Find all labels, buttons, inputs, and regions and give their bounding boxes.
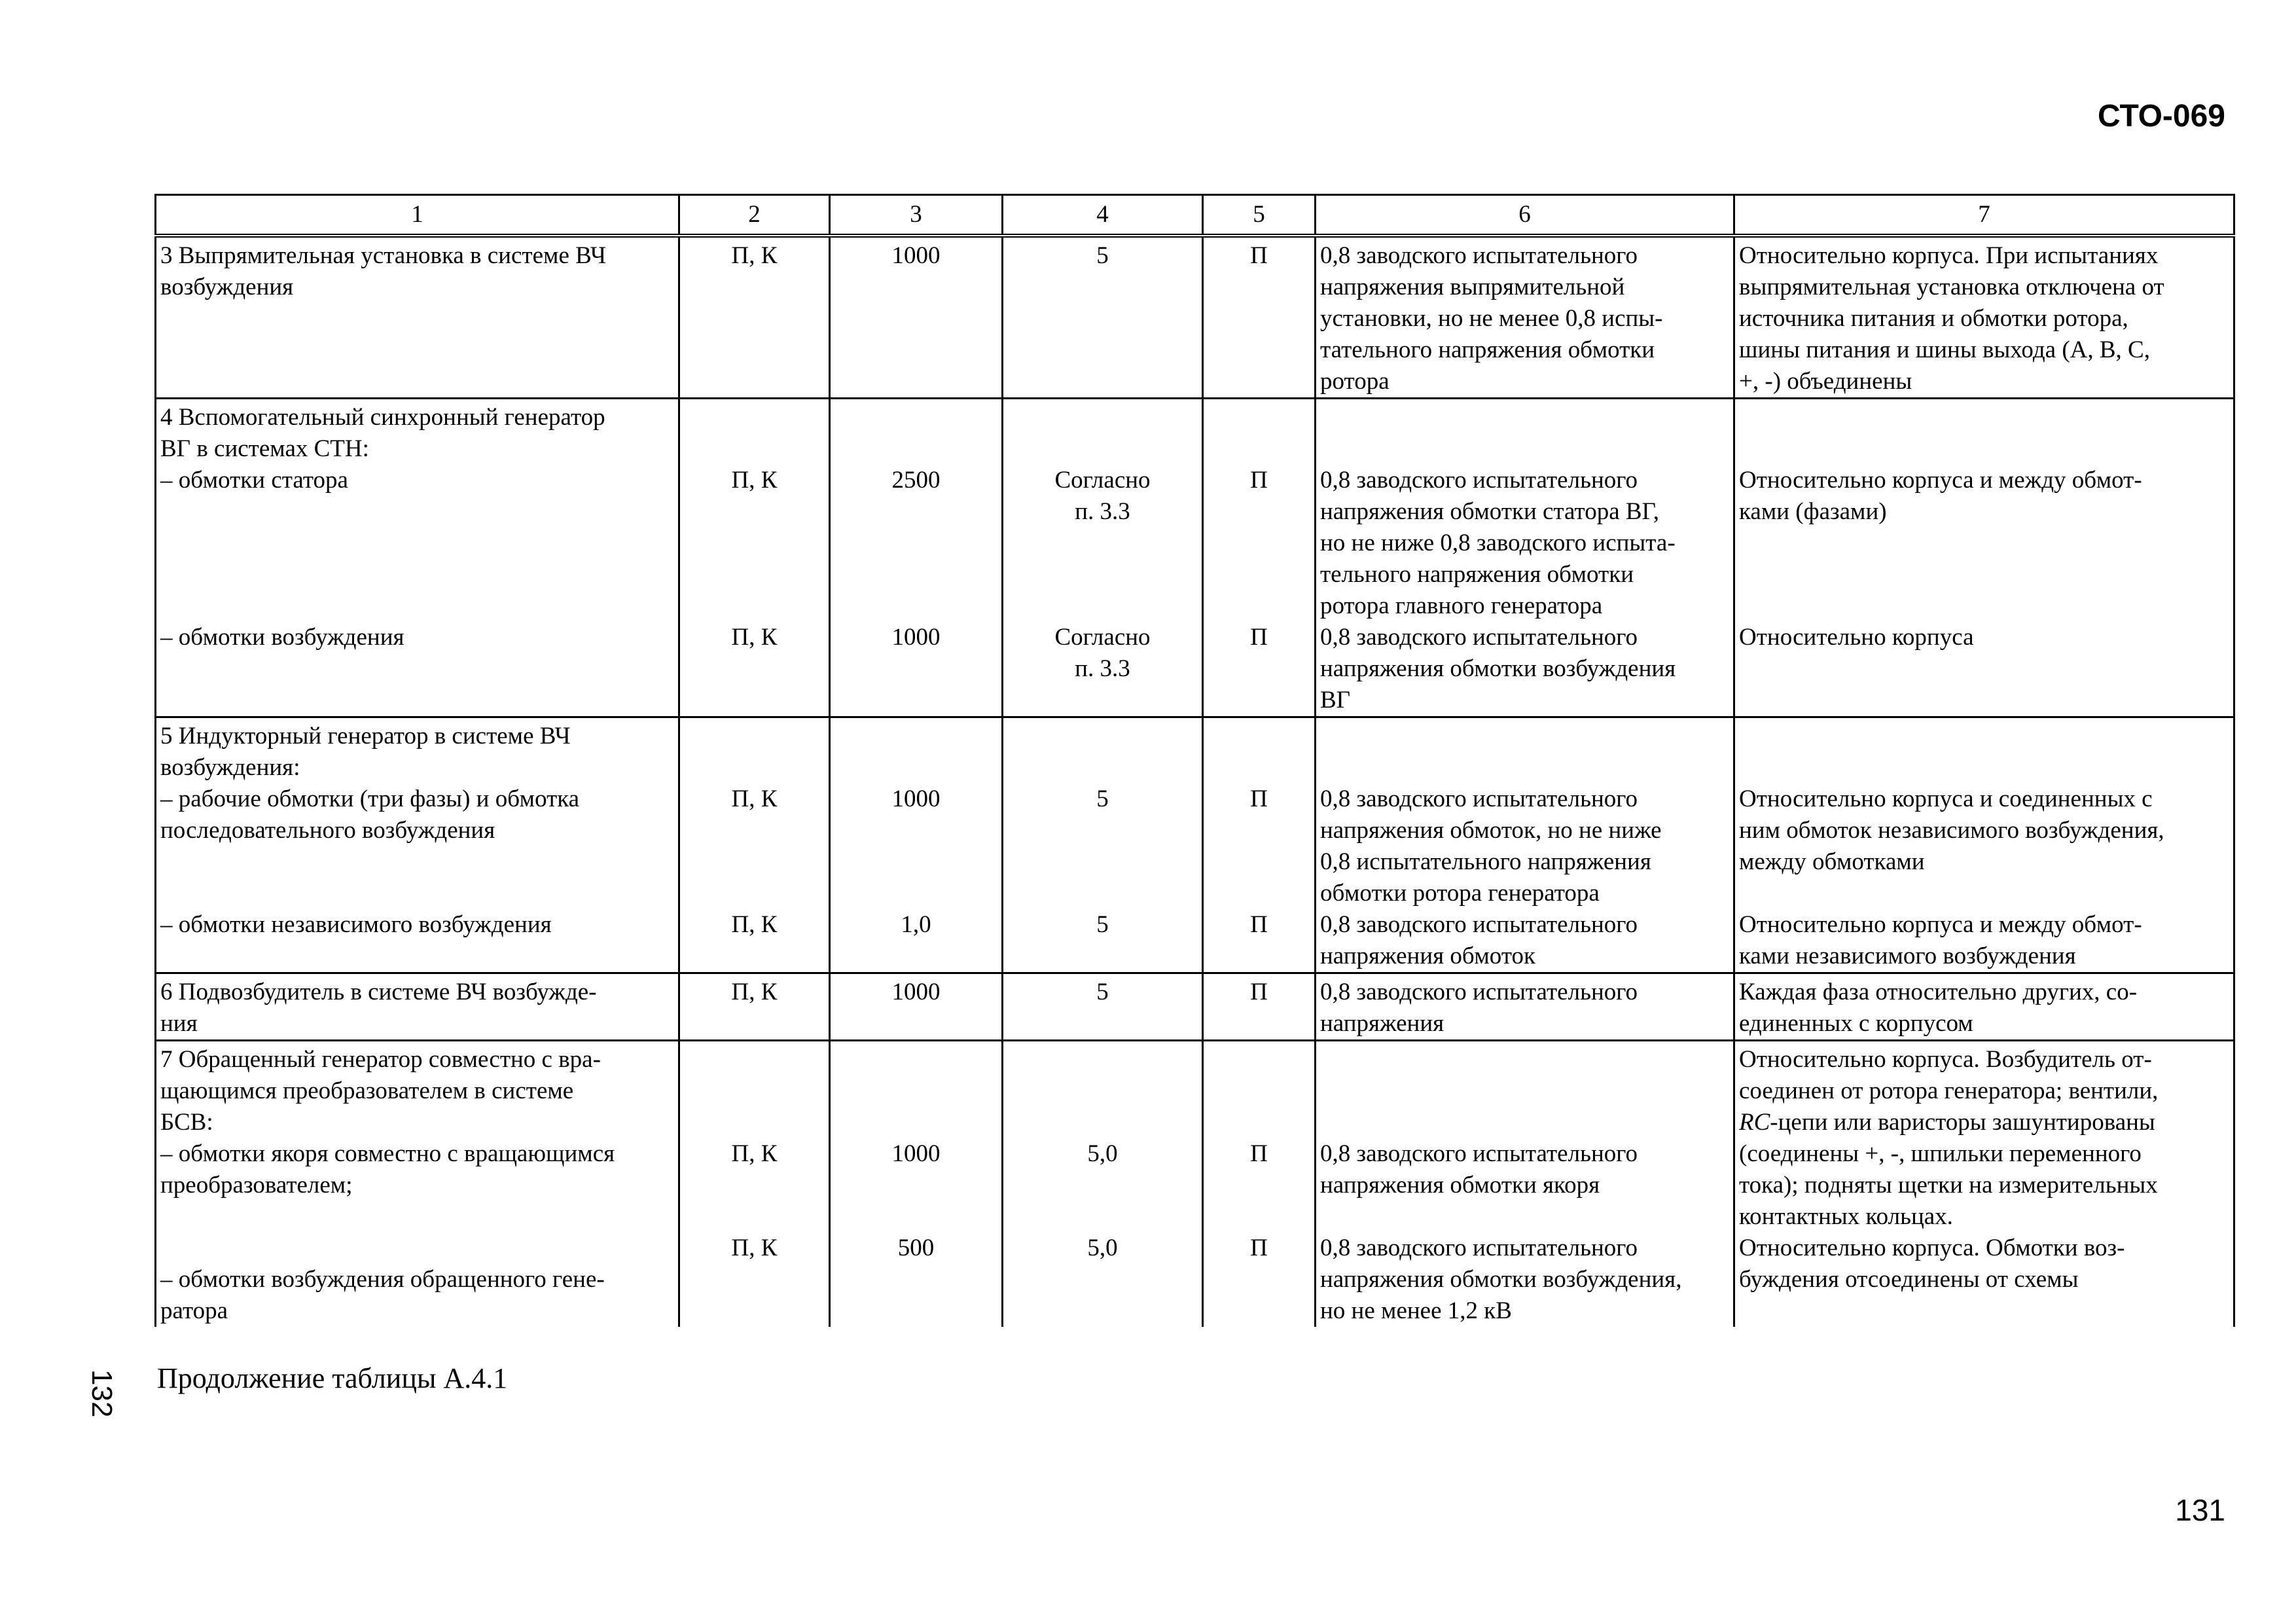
- document-code: СТО-069: [2098, 99, 2225, 134]
- voltage-cell: 2500 1000: [830, 399, 1003, 717]
- table-row: [156, 973, 2234, 1041]
- column-number: 5: [1203, 195, 1316, 236]
- voltage-cell: 1000 1,0: [830, 717, 1003, 973]
- test-voltage-cell: 0,8 заводского испытательного напряжения обмотки статора ВГ, но не ниже 0,8 заводского испыта- тельного напряжения обмотки ротора главного генератора 0,8 заводского испытательного напряжения обмотки возбуждения ВГ: [1316, 399, 1734, 717]
- column-number: 3: [830, 195, 1003, 236]
- norm-cell: 5,0 5,0: [1003, 1041, 1203, 1327]
- notes-cell: Относительно корпуса. При испытаниях выпрямительная установка отключена от источника питания и обмотки ротора, шины питания и шины выхода (А, В, С, +, -) объединены: [1734, 236, 2234, 399]
- table-row: [156, 399, 2234, 717]
- column-number: 6: [1316, 195, 1734, 236]
- norm-cell: 5 5: [1003, 717, 1203, 973]
- test-requirements-table: [154, 194, 2235, 1327]
- col5-cell: П П: [1203, 399, 1316, 717]
- test-voltage-cell: 0,8 заводского испытательного напряжения обмоток, но не ниже 0,8 испытательного напряжения обмотки ротора генератора 0,8 заводского испытательного напряжения обмоток: [1316, 717, 1734, 973]
- test-type-cell: П, К П, К: [679, 1041, 830, 1327]
- notes-cell: Относительно корпуса и между обмот- ками (фазами) Относительно корпуса: [1734, 399, 2234, 717]
- column-number: 7: [1734, 195, 2234, 236]
- test-type-cell: П, К П, К: [679, 717, 830, 973]
- equipment-name-cell: 4 Вспомогательный синхронный генератор ВГ в системах СТН: – обмотки статора – обмотки возбуждения: [156, 399, 679, 717]
- table-row: [156, 1041, 2234, 1327]
- column-number: 2: [679, 195, 830, 236]
- notes-cell: Каждая фаза относительно других, со- единенных с корпусом: [1734, 973, 2234, 1041]
- table-row: [156, 717, 2234, 973]
- column-number: 4: [1003, 195, 1203, 236]
- page-number: 131: [2175, 1493, 2225, 1527]
- column-number: 1: [156, 195, 679, 236]
- table-row: [156, 236, 2234, 399]
- test-type-cell: П, К П, К: [679, 399, 830, 717]
- equipment-name-cell: 6 Подвозбудитель в системе ВЧ возбужде- ния: [156, 973, 679, 1041]
- col5-cell: П: [1203, 973, 1316, 1041]
- rc-abbreviation: RC: [1739, 1109, 1770, 1136]
- voltage-cell: 1000: [830, 973, 1003, 1041]
- test-type-cell: П, К: [679, 236, 830, 399]
- test-type-cell: П, К: [679, 973, 830, 1041]
- equipment-name-cell: 3 Выпрямительная установка в системе ВЧ возбуждения: [156, 236, 679, 399]
- voltage-cell: 1000 500: [830, 1041, 1003, 1327]
- col5-cell: П П: [1203, 717, 1316, 973]
- equipment-name-cell: 5 Индукторный генератор в системе ВЧ возбуждения: – рабочие обмотки (три фазы) и обмотка последовательного возбуждения – обмотки независимого возбуждения: [156, 717, 679, 973]
- norm-cell: 5: [1003, 236, 1203, 399]
- norm-cell: Согласно п. 3.3 Согласно п. 3.3: [1003, 399, 1203, 717]
- notes-cell: Относительно корпуса. Возбудитель от- соединен от ротора генератора; вентили, RC-цепи или варисторы зашунтированы (соединены +, -, шпильки переменного тока); подняты щетки на измерительных контактных кольцах. Относительно корпуса. Обмотки воз- буждения отсоединены от схемы: [1734, 1041, 2234, 1327]
- test-voltage-cell: 0,8 заводского испытательного напряжения: [1316, 973, 1734, 1041]
- col5-cell: П П: [1203, 1041, 1316, 1327]
- test-voltage-cell: 0,8 заводского испытательного напряжения выпрямительной установки, но не менее 0,8 испы- тательного напряжения обмотки ротора: [1316, 236, 1734, 399]
- rotated-page-number: 132: [86, 1369, 118, 1418]
- col5-cell: П: [1203, 236, 1316, 399]
- table-continuation-caption: Продолжение таблицы А.4.1: [157, 1362, 508, 1394]
- test-voltage-cell: 0,8 заводского испытательного напряжения обмотки якоря 0,8 заводского испытательного напряжения обмотки возбуждения, но не менее 1,2 кВ: [1316, 1041, 1734, 1327]
- column-number-row: [156, 195, 2234, 236]
- notes-cell: Относительно корпуса и соединенных с ним обмоток независимого возбуждения, между обмотками Относительно корпуса и между обмот- ками независимого возбуждения: [1734, 717, 2234, 973]
- voltage-cell: 1000: [830, 236, 1003, 399]
- norm-cell: 5: [1003, 973, 1203, 1041]
- equipment-name-cell: 7 Обращенный генератор совместно с вра- щающимся преобразователем в системе БСВ: – обмотки якоря совместно с вращающимся преобразователем; – обмотки возбуждения обращенного гене- ратора: [156, 1041, 679, 1327]
